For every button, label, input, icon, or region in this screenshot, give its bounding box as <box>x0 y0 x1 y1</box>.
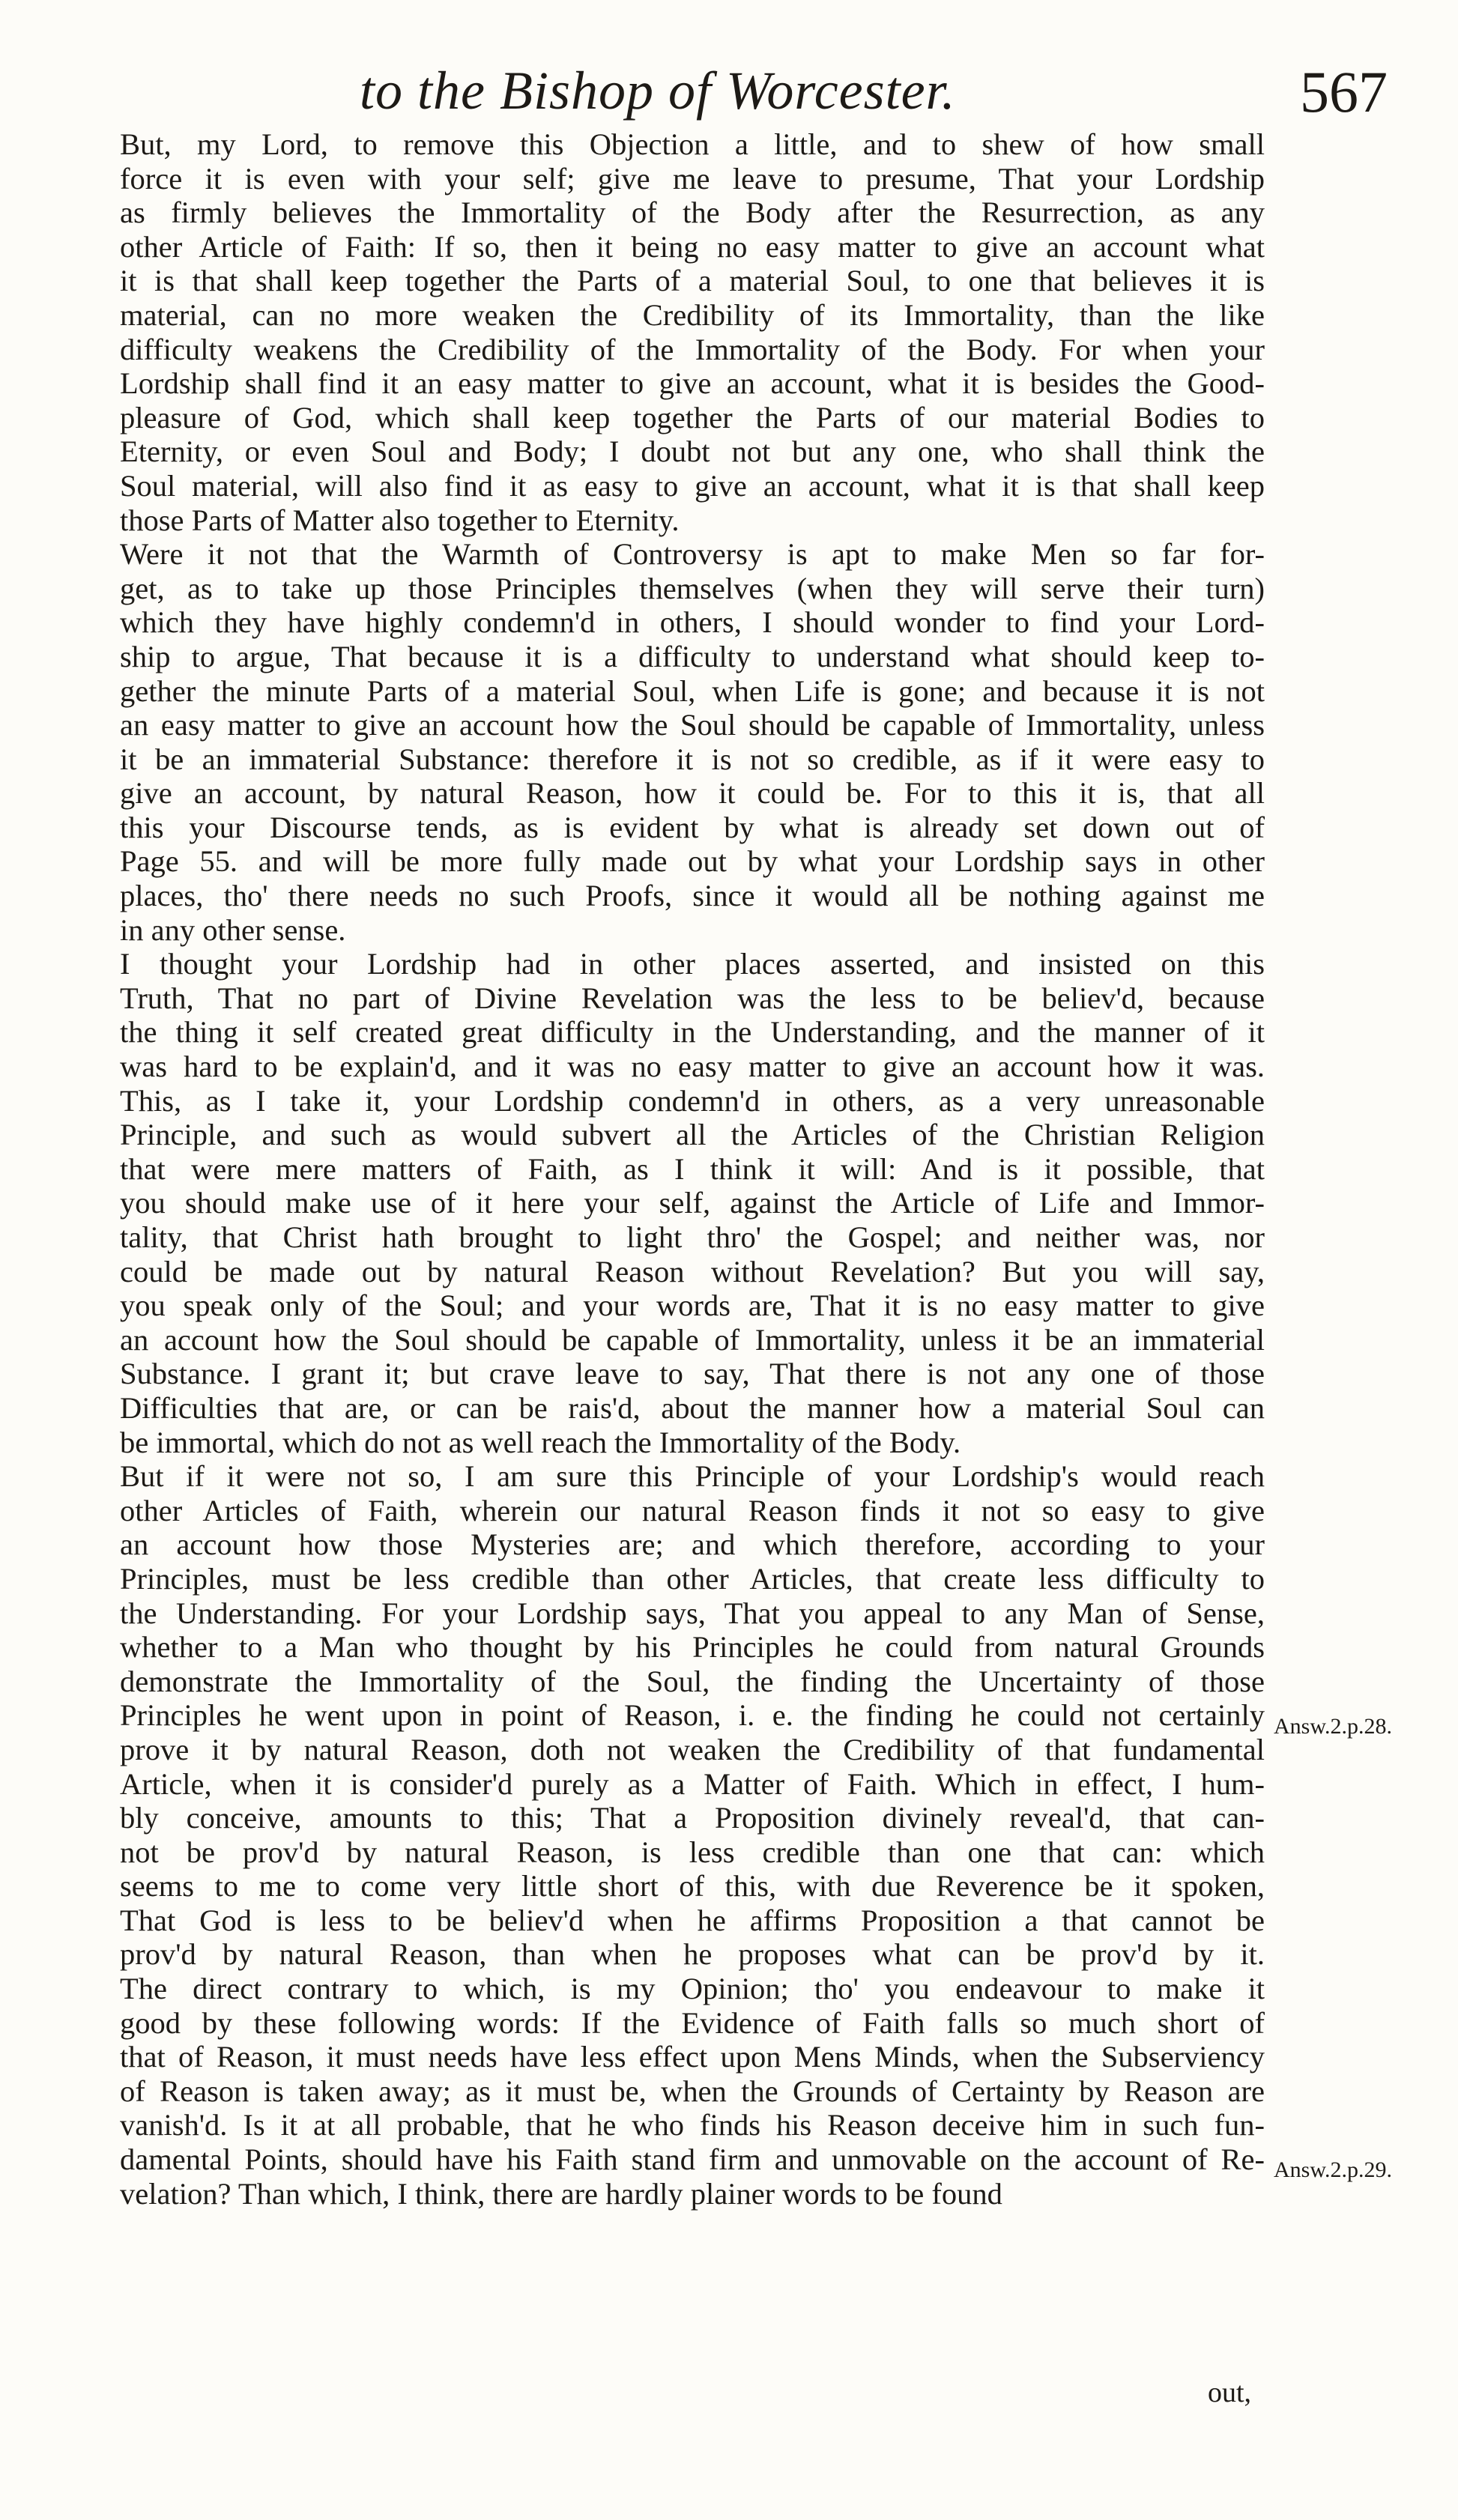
text-line: an account how the Soul should be capable of Immortality, unless it be an immaterial <box>120 1322 1265 1357</box>
text-line: pleasure of God, which shall keep together the Parts of our material Bodies to <box>120 400 1265 434</box>
text-line: other Articles of Faith, wherein our natural Reason finds it not so easy to give <box>120 1493 1265 1527</box>
text-line: gether the minute Parts of a material Soul, when Life is gone; and because it is not <box>120 673 1265 708</box>
text-line: Soul material, will also find it as easy to give an account, what it is that shall keep <box>120 468 1265 503</box>
text-line: Page 55. and will be more fully made out by what your Lordship says in other <box>120 844 1265 879</box>
text-line: This, as I take it, your Lordship condemn'd in others, as a very unreasonable <box>120 1083 1265 1118</box>
page-number: 567 <box>1300 59 1388 124</box>
text-line: this your Discourse tends, as is evident by what is already set down out of <box>120 810 1265 844</box>
text-line: difficulty weakens the Credibility of the Immortality of the Body. For when your <box>120 332 1265 366</box>
text-line: an account how those Mysteries are; and which therefore, according to your <box>120 1527 1265 1562</box>
paragraph <box>120 947 1265 1459</box>
text-line: prove it by natural Reason, doth not weaken the Credibility of that fundamental <box>120 1732 1265 1766</box>
text-line: those Parts of Matter also together to Eternity. <box>120 503 680 537</box>
text-line: you should make use of it here your self, against the Article of Life and Immor- <box>120 1186 1265 1220</box>
text-line: the Understanding. For your Lordship says, That you appeal to any Man of Sense, <box>120 1596 1265 1630</box>
text-line: could be made out by natural Reason without Revelation? But you will say, <box>120 1254 1265 1288</box>
text-line: whether to a Man who thought by his Principles he could from natural Grounds <box>120 1630 1265 1665</box>
text-line: you speak only of the Soul; and your words are, That it is no easy matter to give <box>120 1288 1265 1323</box>
page-header <box>0 45 1458 127</box>
text-line: that of Reason, it must needs have less effect upon Mens Minds, when the Subserviency <box>120 2040 1265 2074</box>
margin-note: Answ.2.p.29. <box>1274 2157 1393 2182</box>
text-line: that were mere matters of Faith, as I think it will: And is it possible, that <box>120 1151 1265 1186</box>
text-line: other Article of Faith: If so, then it being no easy matter to give an account what <box>120 229 1265 264</box>
text-line: which they have highly condemn'd in others, I should wonder to find your Lord- <box>120 605 1265 640</box>
text-line: Difficulties that are, or can be rais'd, about the manner how a material Soul can <box>120 1390 1265 1425</box>
text-line: get, as to take up those Principles themselves (when they will serve their turn) <box>120 571 1265 605</box>
text-line: Principles, must be less credible than other Articles, that create less difficulty to <box>120 1561 1265 1596</box>
text-line: as firmly believes the Immortality of the Body after the Resurrection, as any <box>120 196 1265 230</box>
text-line: tality, that Christ hath brought to light thro' the Gospel; and neither was, nor <box>120 1220 1265 1254</box>
body-text <box>120 127 1265 2211</box>
text-line: the thing it self created great difficulty in the Understanding, and the manner of it <box>120 1015 1265 1050</box>
text-line: give an account, by natural Reason, how it could be. For to this it is, that all <box>120 776 1265 811</box>
text-line: an easy matter to give an account how the Soul should be capable of Immortality, unless <box>120 708 1265 742</box>
margin-note: Answ.2.p.28. <box>1274 1714 1393 1739</box>
text-line: vanish'd. Is it at all probable, that he who finds his Reason deceive him in such fun- <box>120 2108 1265 2142</box>
text-line: Principles he went upon in point of Reason, i. e. the finding he could not certainly <box>120 1698 1265 1733</box>
text-line: But if it were not so, I am sure this Principle of your Lordship's would reach <box>120 1459 1265 1494</box>
text-line: velation? Than which, I think, there are hardly plainer words to be found <box>120 2176 1002 2211</box>
text-line: prov'd by natural Reason, than when he proposes what can be prov'd by it. <box>120 1937 1265 1972</box>
text-line: bly conceive, amounts to this; That a Proposition divinely reveal'd, that can- <box>120 1801 1265 1835</box>
text-line: it be an immaterial Substance: therefore it is not so credible, as if it were easy to <box>120 742 1265 776</box>
text-line: Truth, That no part of Divine Revelation was the less to be believ'd, because <box>120 981 1265 1015</box>
text-line: Article, when it is consider'd purely as a Matter of Faith. Which in effect, I hum- <box>120 1766 1265 1801</box>
text-line: That God is less to be believ'd when he affirms Proposition a that cannot be <box>120 1903 1265 1937</box>
text-line: be immortal, which do not as well reach the Immortality of the Body. <box>120 1425 961 1459</box>
running-title: to the Bishop of Worcester. <box>360 61 956 121</box>
catchword: out, <box>1208 2377 1252 2408</box>
text-line: Lordship shall find it an easy matter to give an account, what it is besides the Good- <box>120 366 1265 401</box>
text-line: I thought your Lordship had in other places asserted, and insisted on this <box>120 947 1265 981</box>
paragraph <box>120 1459 1265 2211</box>
text-line: The direct contrary to which, is my Opinion; tho' you endeavour to make it <box>120 1972 1265 2006</box>
text-line: damental Points, should have his Faith stand firm and unmovable on the account of Re- <box>120 2142 1265 2177</box>
text-line: places, tho' there needs no such Proofs, since it would all be nothing against me <box>120 879 1265 913</box>
paragraph <box>120 537 1265 947</box>
paragraph <box>120 127 1265 537</box>
text-line: in any other sense. <box>120 912 346 947</box>
text-line: of Reason is taken away; as it must be, when the Grounds of Certainty by Reason are <box>120 2074 1265 2108</box>
text-line: was hard to be explain'd, and it was no easy matter to give an account how it was. <box>120 1050 1265 1084</box>
text-line: Principle, and such as would subvert all the Articles of the Christian Religion <box>120 1118 1265 1152</box>
text-line: But, my Lord, to remove this Objection a little, and to shew of how small <box>120 127 1265 161</box>
text-line: good by these following words: If the Evidence of Faith falls so much short of <box>120 2005 1265 2040</box>
text-line: ship to argue, That because it is a difficulty to understand what should keep to- <box>120 639 1265 673</box>
text-line: not be prov'd by natural Reason, is less credible than one that can: which <box>120 1835 1265 1869</box>
text-line: seems to me to come very little short of this, with due Reverence be it spoken, <box>120 1869 1265 1903</box>
text-line: demonstrate the Immortality of the Soul, the finding the Uncertainty of those <box>120 1664 1265 1698</box>
text-line: Eternity, or even Soul and Body; I doubt not but any one, who shall think the <box>120 434 1265 469</box>
text-line: Substance. I grant it; but crave leave to say, That there is not any one of those <box>120 1357 1265 1391</box>
text-line: material, can no more weaken the Credibility of its Immortality, than the like <box>120 297 1265 332</box>
text-line: Were it not that the Warmth of Controversy is apt to make Men so far for- <box>120 537 1265 572</box>
text-line: it is that shall keep together the Parts of a material Soul, to one that believes it is <box>120 264 1265 298</box>
text-line: force it is even with your self; give me leave to presume, That your Lordship <box>120 161 1265 196</box>
